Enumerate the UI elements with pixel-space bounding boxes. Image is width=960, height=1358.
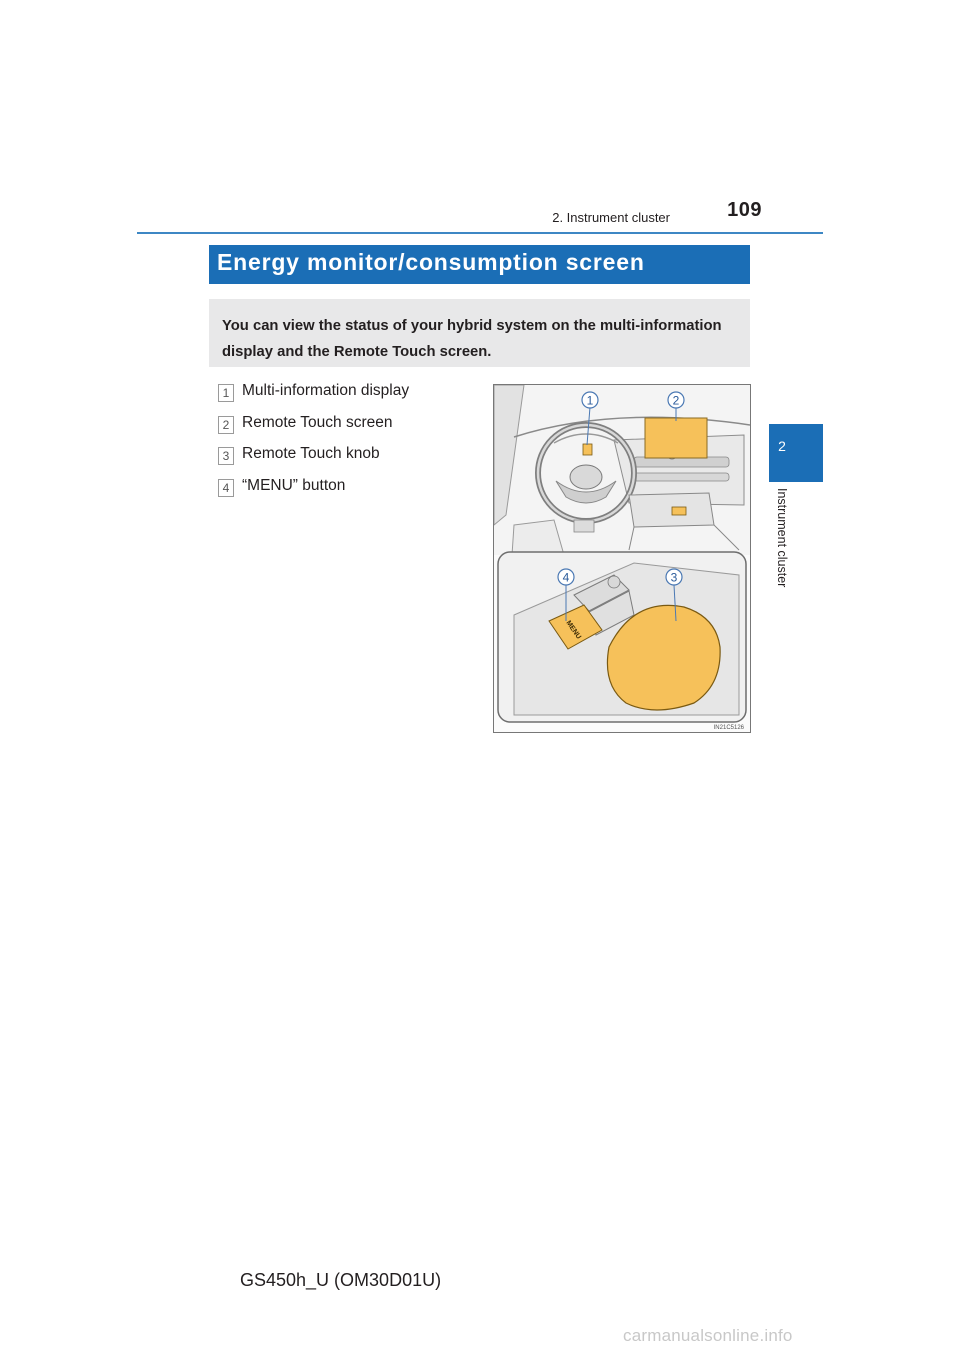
multi-info-display-highlight [583,444,592,455]
pedal [574,520,594,532]
header-divider [137,232,823,234]
remote-touch-screen-highlight [645,418,707,458]
chapter-side-label [769,488,797,608]
console-button-row [634,473,729,481]
section-title: Energy monitor/consumption screen [217,249,645,275]
callout-number-3: 3 [670,570,678,585]
callout-number-1: 1 [586,393,594,408]
cockpit-illustration [493,384,751,733]
item-number-badge: 1 [218,384,234,402]
header-section-title: 2. Instrument cluster [552,210,670,225]
menu-button-text: MENU [564,619,583,641]
item-label: Remote Touch screen [242,414,393,431]
footer-model: GS450h_U (OM30D01U) [240,1270,442,1290]
lower-console-knob-highlight [672,507,686,515]
item-number-badge: 2 [218,416,234,434]
item-label: Multi-information display [242,382,410,399]
steering-wheel-hub [570,465,602,489]
lower-console [629,493,714,527]
page-number: 109 [727,199,762,221]
item-label: Remote Touch knob [242,445,380,462]
watermark: carmanualsonline.info [623,1326,793,1345]
chapter-side-label-text: Instrument cluster [775,488,789,588]
item-label: “MENU” button [242,477,346,494]
callout-number-4: 4 [562,570,570,585]
intro-text: You can view the status of your hybrid system on the multi-information display and the Remote Touch screen. [222,318,722,360]
cockpit-illustration-svg [494,385,750,732]
callout-number-2: 2 [672,393,680,408]
illustration-code: IN21C5126 [713,725,744,731]
item-number-badge: 3 [218,447,234,465]
chapter-tab-number: 2 [778,438,786,454]
inset-round-button [608,576,620,588]
item-number-badge: 4 [218,479,234,497]
